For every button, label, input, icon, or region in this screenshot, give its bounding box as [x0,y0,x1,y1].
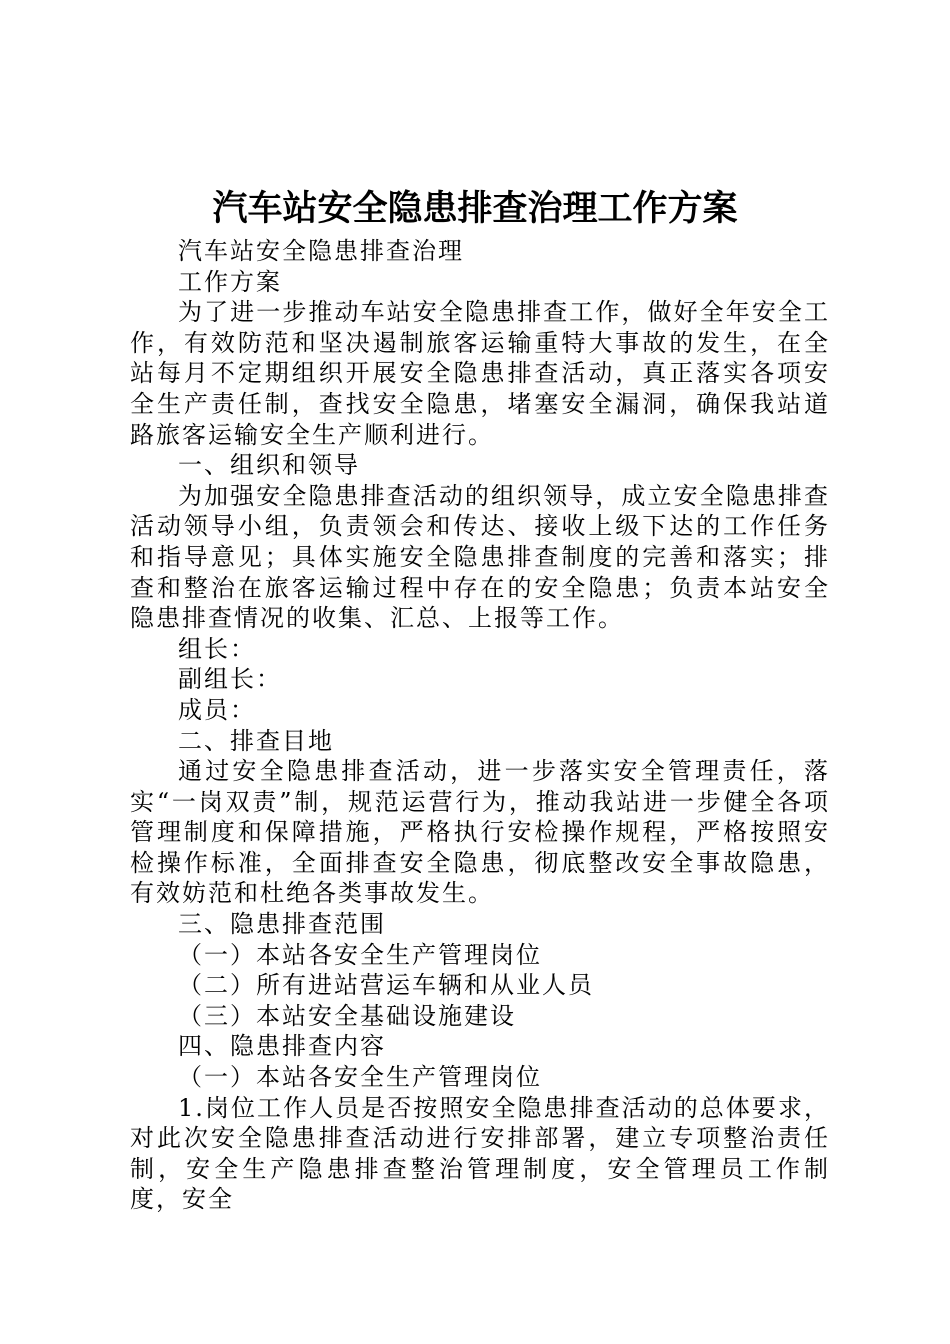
body-paragraph-content-1: 1.岗位工作人员是否按照安全隐患排查活动的总体要求，对此次安全隐患排查活动进行安排部署，建立专项整治责任制，安全生产隐患排查整治管理制度，安全管理员工作制度，安全 [130,1093,830,1214]
body-paragraph-subtitle-1: 汽车站安全隐患排查治理 [178,237,464,265]
document-title: 汽车站安全隐患排查治理工作方案 [212,188,738,229]
section-heading-content: 四、隐患排查内容 [178,1032,386,1061]
list-item-content-1: （一）本站各安全生产管理岗位 [178,1063,542,1092]
body-paragraph-subtitle-2: 工作方案 [178,267,282,296]
field-members: 成员： [178,695,256,724]
section-heading-purpose: 二、排查目地 [178,726,334,755]
list-item-scope-3: （三）本站安全基础设施建设 [178,1001,516,1030]
section-heading-organization: 一、组织和领导 [178,451,360,480]
section-heading-scope: 三、隐患排查范围 [178,910,386,939]
list-item-scope-2: （二）所有进站营运车辆和从业人员 [178,971,594,1000]
body-paragraph-organization: 为加强安全隐患排查活动的组织领导，成立安全隐患排查活动领导小组，负责领会和传达、接收上级下达的工作任务和指导意见；具体实施安全隐患排查制度的完善和落实；排查和整治在旅客运输过程中存在的安全隐患；负责本站安全隐患排查情况的收集、汇总、上报等工作。 [130,481,830,633]
list-item-scope-1: （一）本站各安全生产管理岗位 [178,940,542,969]
body-paragraph-purpose: 通过安全隐患排查活动，进一步落实安全管理责任，落实“一岗双责”制，规范运营行为，推动我站进一步健全各项管理制度和保障措施，严格执行安检操作规程，严格按照安检操作标准，全面排查安全隐患，彻底整改安全事故隐患，有效妨范和杜绝各类事故发生。 [130,757,830,908]
body-paragraph-intro: 为了进一步推动车站安全隐患排查工作，做好全年安全工作，有效防范和坚决遏制旅客运输重特大事故的发生，在全站每月不定期组织开展安全隐患排查活动，真正落实各项安全生产责任制，查找安全隐患，堵塞安全漏洞，确保我站道路旅客运输安全生产顺利进行。 [130,298,830,449]
document-body [130,236,830,1215]
field-deputy-leader: 副组长： [178,665,282,694]
field-group-leader: 组长： [178,634,256,663]
